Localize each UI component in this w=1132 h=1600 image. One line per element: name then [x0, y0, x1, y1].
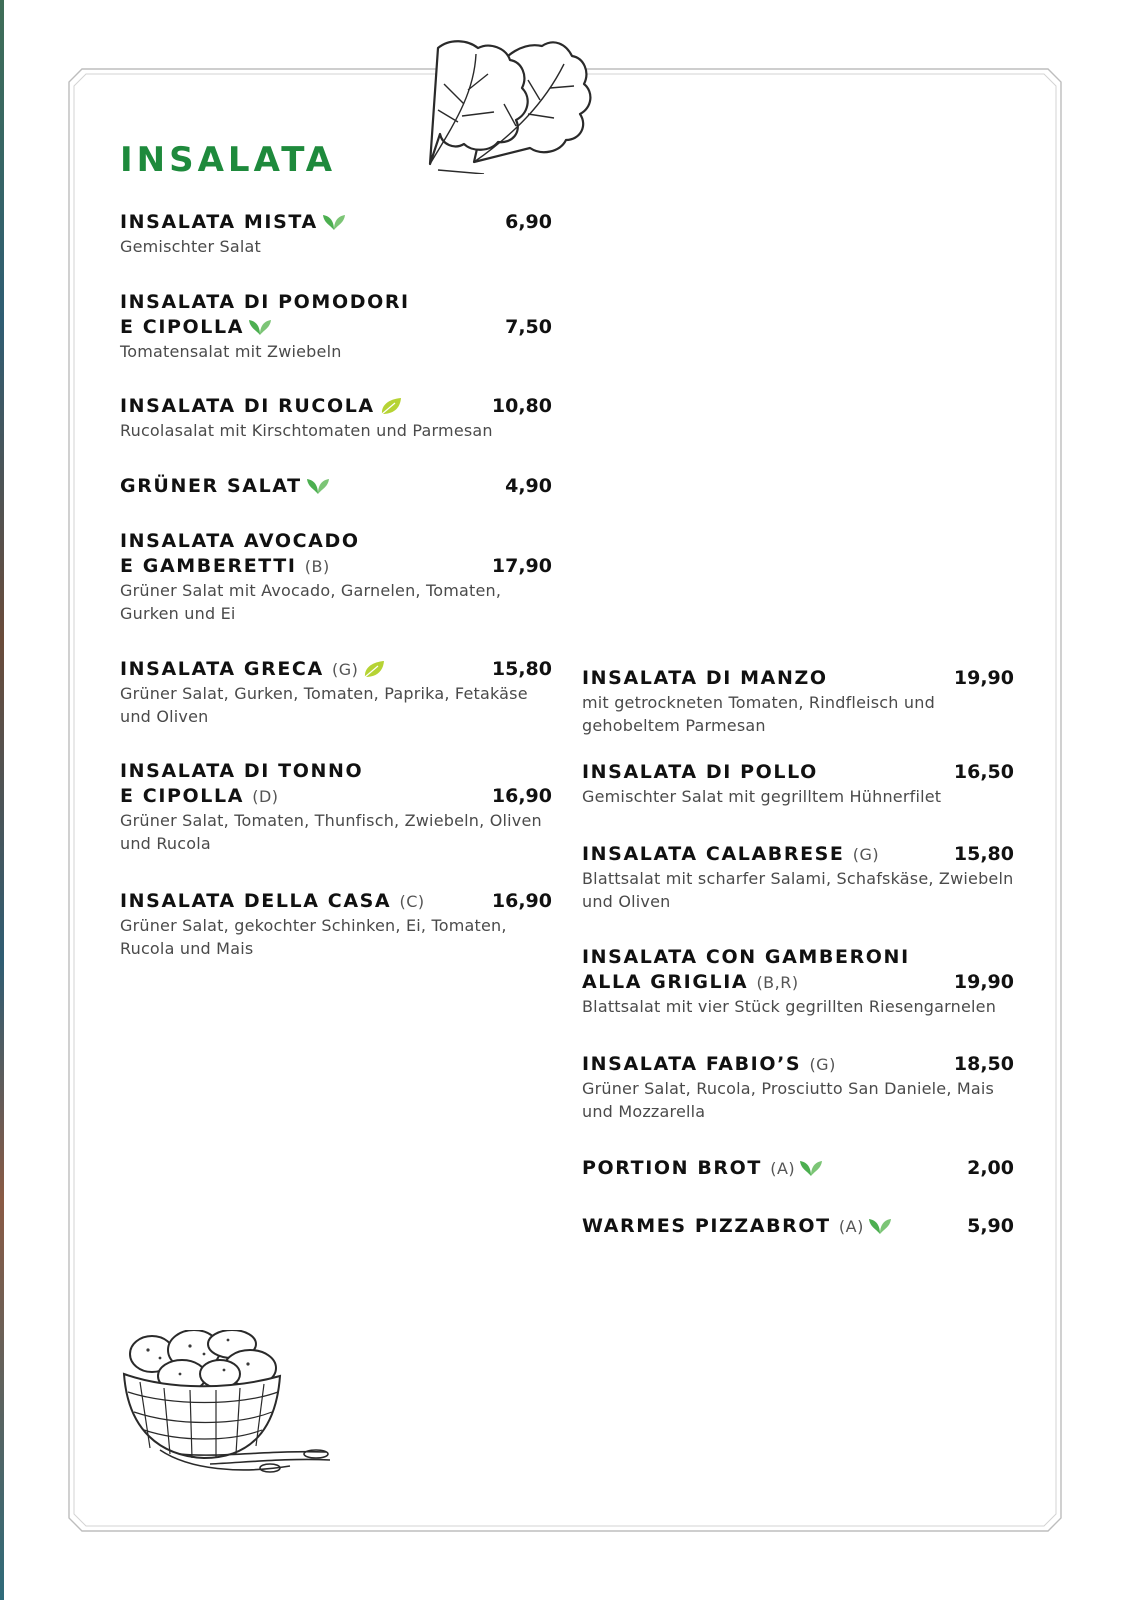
vegan-leaf-icon: [248, 318, 272, 336]
menu-item: [120, 759, 552, 889]
item-description: Tomatensalat mit Zwiebeln: [120, 342, 342, 361]
allergen-code: (B): [304, 557, 330, 576]
item-name-line2: E CIPOLLA: [120, 316, 245, 338]
vegan-leaf-icon: [322, 213, 346, 231]
menu-item: [120, 474, 552, 529]
item-name: INSALATA DI TONNO: [120, 760, 364, 782]
item-name: INSALATA DI RUCOLA: [120, 395, 375, 417]
menu-item: [120, 657, 552, 759]
item-description: Blattsalat mit scharfer Salami, Schafskäse, Zwiebeln und Oliven: [582, 869, 1014, 911]
item-name: INSALATA GRECA: [120, 658, 324, 680]
item-price: 16,90: [491, 890, 552, 912]
vegan-leaf-icon: [868, 1217, 892, 1235]
item-name: INSALATA DELLA CASA: [120, 890, 392, 912]
vegetarian-leaf-icon: [379, 397, 403, 415]
left-column: [120, 210, 552, 960]
page-edge-strip: [0, 0, 4, 1600]
item-name: WARMES PIZZABROT: [582, 1215, 831, 1237]
menu-item: [120, 394, 552, 474]
item-price: 7,50: [505, 316, 552, 338]
item-price: 18,50: [953, 1053, 1014, 1075]
menu-item: [582, 1214, 1014, 1239]
item-price: 2,00: [967, 1157, 1014, 1179]
item-price: 10,80: [491, 395, 552, 417]
allergen-code: (A): [770, 1159, 796, 1178]
menu-item: [120, 889, 552, 960]
item-description: Gemischter Salat mit gegrilltem Hühnerfilet: [582, 787, 942, 806]
item-name: INSALATA CON GAMBERONI: [582, 946, 910, 968]
item-name: INSALATA CALABRESE: [582, 843, 845, 865]
item-name-line2: E GAMBERETTI: [120, 555, 297, 577]
item-name: GRÜNER SALAT: [120, 475, 302, 497]
item-description: mit getrockneten Tomaten, Rindfleisch und gehobeltem Parmesan: [582, 693, 935, 735]
allergen-code: (C): [399, 892, 425, 911]
item-name: INSALATA FABIO’S: [582, 1053, 802, 1075]
menu-item: [582, 1052, 1014, 1156]
item-price: 15,80: [953, 843, 1014, 865]
item-price: 5,90: [967, 1215, 1014, 1237]
item-description: Gemischter Salat: [120, 237, 262, 256]
potato-basket-illustration: [120, 1330, 340, 1480]
item-description: Rucolasalat mit Kirschtomaten und Parmesan: [120, 421, 493, 440]
menu-item: [120, 290, 552, 394]
vegan-leaf-icon: [306, 477, 330, 495]
item-name-line2: ALLA GRIGLIA: [582, 971, 749, 993]
right-column: [582, 666, 1014, 1239]
allergen-code: (A): [838, 1217, 864, 1236]
item-name: INSALATA AVOCADO: [120, 530, 360, 552]
item-price: 16,50: [953, 761, 1014, 783]
item-price: 19,90: [953, 971, 1014, 993]
item-price: 19,90: [953, 667, 1014, 689]
allergen-code: (G): [852, 845, 880, 864]
item-price: 16,90: [491, 785, 552, 807]
item-price: 4,90: [505, 475, 552, 497]
item-description: Grüner Salat, Tomaten, Thunfisch, Zwiebeln, Oliven und Rucola: [120, 811, 542, 853]
lettuce-illustration: [424, 34, 608, 174]
menu-item: [582, 1156, 1014, 1214]
vegetarian-leaf-icon: [362, 660, 386, 678]
vegan-leaf-icon: [799, 1159, 823, 1177]
menu-item: [582, 666, 1014, 760]
menu-item: [582, 945, 1014, 1052]
item-description: Grüner Salat mit Avocado, Garnelen, Tomaten, Gurken und Ei: [120, 581, 502, 623]
item-name-line2: E CIPOLLA: [120, 785, 245, 807]
item-description: Grüner Salat, Rucola, Prosciutto San Daniele, Mais und Mozzarella: [582, 1079, 995, 1121]
item-name: INSALATA DI POMODORI: [120, 291, 410, 313]
item-description: Blattsalat mit vier Stück gegrillten Riesengarnelen: [582, 997, 997, 1016]
menu-item: [582, 760, 1014, 842]
item-price: 6,90: [505, 211, 552, 233]
menu-item: [120, 529, 552, 657]
allergen-code: (G): [809, 1055, 836, 1074]
item-name: INSALATA DI MANZO: [582, 667, 828, 689]
item-description: Grüner Salat, Gurken, Tomaten, Paprika, Fetakäse und Oliven: [120, 684, 528, 726]
allergen-code: (G): [331, 660, 359, 679]
page-title: INSALATA: [120, 140, 337, 180]
menu-item: [582, 842, 1014, 945]
allergen-code: (D): [252, 787, 279, 806]
allergen-code: (B,R): [756, 973, 799, 992]
menu-item: [120, 210, 552, 290]
item-name: INSALATA DI POLLO: [582, 761, 818, 783]
item-description: Grüner Salat, gekochter Schinken, Ei, Tomaten, Rucola und Mais: [120, 916, 507, 958]
item-price: 15,80: [491, 658, 552, 680]
item-price: 17,90: [491, 555, 552, 577]
item-name: PORTION BROT: [582, 1157, 762, 1179]
item-name: INSALATA MISTA: [120, 211, 318, 233]
